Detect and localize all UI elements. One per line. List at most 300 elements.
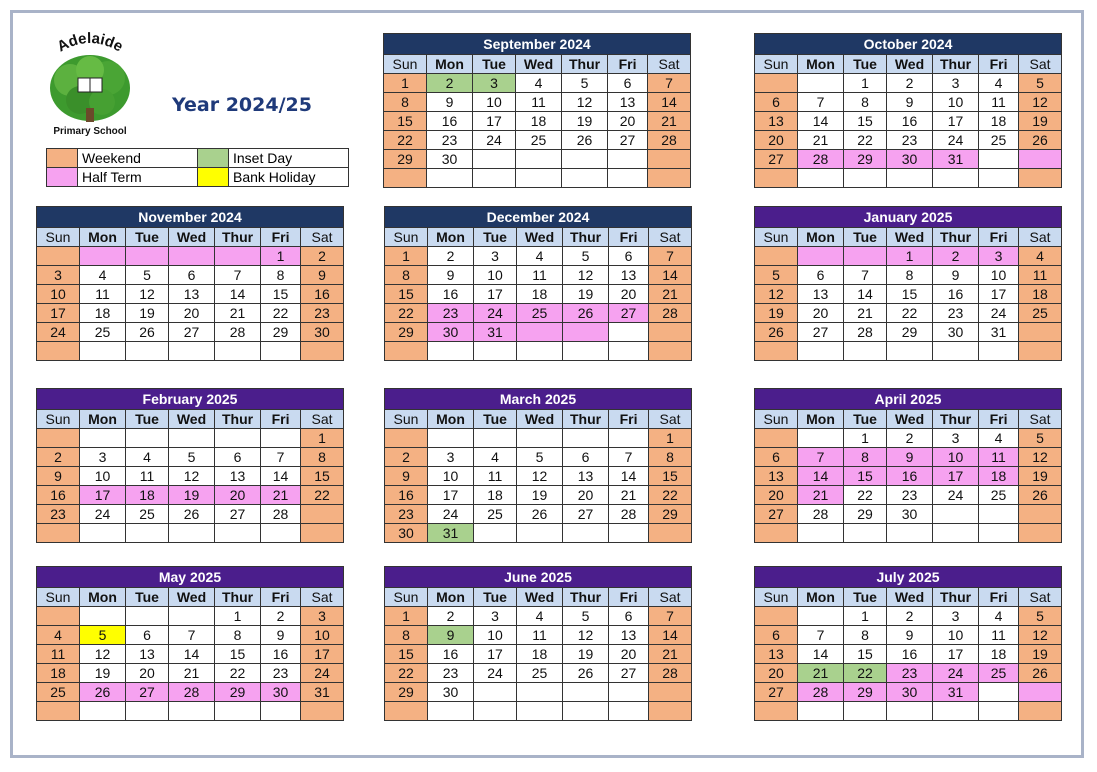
day-cell: 22 — [844, 131, 887, 150]
empty-cell — [979, 505, 1019, 524]
weekday-header: Tue — [844, 410, 887, 429]
empty-cell — [474, 429, 517, 448]
empty-cell — [516, 342, 562, 361]
empty-cell — [797, 247, 843, 266]
day-cell: 9 — [886, 626, 932, 645]
day-cell: 30 — [427, 323, 473, 342]
empty-cell — [755, 702, 798, 721]
day-cell: 3 — [37, 266, 80, 285]
day-cell: 10 — [473, 93, 516, 112]
weekday-header: Fri — [608, 55, 648, 74]
day-cell: 14 — [261, 467, 301, 486]
day-cell: 6 — [755, 448, 798, 467]
day-cell: 8 — [385, 626, 428, 645]
day-cell: 26 — [1018, 664, 1061, 683]
day-cell: 12 — [1018, 448, 1061, 467]
day-cell: 3 — [979, 247, 1019, 266]
logo-bottom-text: Primary School — [53, 126, 127, 137]
day-cell: 2 — [427, 247, 473, 266]
day-cell: 12 — [1018, 626, 1061, 645]
day-cell: 25 — [474, 505, 517, 524]
day-cell: 8 — [261, 266, 301, 285]
weekday-header: Sat — [648, 410, 691, 429]
empty-cell — [797, 607, 843, 626]
empty-cell — [979, 150, 1019, 169]
day-cell: 13 — [609, 266, 649, 285]
day-cell: 12 — [79, 645, 125, 664]
empty-cell — [385, 429, 428, 448]
day-cell: 22 — [844, 486, 887, 505]
weekday-header: Sat — [1018, 410, 1061, 429]
day-cell: 1 — [648, 429, 691, 448]
empty-cell — [168, 524, 214, 543]
day-cell: 24 — [474, 664, 517, 683]
day-cell: 14 — [797, 645, 843, 664]
day-cell: 27 — [168, 323, 214, 342]
weekday-header: Tue — [844, 228, 887, 247]
day-cell: 19 — [562, 112, 608, 131]
day-cell: 26 — [168, 505, 214, 524]
day-cell: 20 — [609, 645, 649, 664]
empty-cell — [516, 323, 562, 342]
day-cell: 9 — [886, 448, 932, 467]
month-calendar — [383, 33, 691, 188]
empty-cell — [1018, 169, 1061, 188]
day-cell: 28 — [844, 323, 887, 342]
day-cell: 31 — [979, 323, 1019, 342]
day-cell: 25 — [79, 323, 125, 342]
weekday-header: Sun — [385, 228, 428, 247]
day-cell: 12 — [562, 93, 608, 112]
day-cell: 10 — [933, 93, 979, 112]
day-cell: 20 — [755, 664, 798, 683]
day-cell: 15 — [648, 467, 691, 486]
weekday-header: Sun — [37, 228, 80, 247]
legend-label-weekend: Weekend — [78, 149, 198, 168]
day-cell: 17 — [474, 285, 517, 304]
day-cell: 26 — [1018, 131, 1061, 150]
day-cell: 4 — [474, 448, 517, 467]
empty-cell — [844, 524, 887, 543]
weekday-header: Sun — [755, 410, 798, 429]
empty-cell — [168, 607, 214, 626]
month-calendar — [384, 388, 692, 543]
month-calendar — [384, 566, 692, 721]
day-cell: 7 — [647, 74, 690, 93]
weekday-header: Wed — [886, 410, 932, 429]
day-cell: 24 — [474, 304, 517, 323]
day-cell: 14 — [215, 285, 261, 304]
day-cell: 14 — [797, 112, 843, 131]
day-cell: 16 — [300, 285, 343, 304]
empty-cell — [37, 702, 80, 721]
day-cell: 3 — [933, 74, 979, 93]
day-cell: 23 — [427, 664, 473, 683]
day-cell: 6 — [126, 626, 169, 645]
day-cell: 27 — [563, 505, 609, 524]
weekday-header: Tue — [474, 410, 517, 429]
weekday-header: Sat — [300, 410, 343, 429]
empty-cell — [886, 524, 932, 543]
empty-cell — [300, 342, 343, 361]
legend-label-half-term: Half Term — [78, 168, 198, 187]
day-cell: 17 — [37, 304, 80, 323]
month-title: July 2025 — [754, 566, 1062, 587]
empty-cell — [563, 342, 609, 361]
weekday-header: Mon — [797, 410, 843, 429]
day-cell: 23 — [426, 131, 472, 150]
weekday-header: Tue — [844, 588, 887, 607]
empty-cell — [648, 323, 691, 342]
empty-cell — [647, 169, 690, 188]
day-cell: 10 — [933, 448, 979, 467]
legend-label-inset-day: Inset Day — [229, 149, 349, 168]
empty-cell — [215, 702, 261, 721]
day-cell: 16 — [886, 645, 932, 664]
weekday-header: Sat — [648, 228, 691, 247]
day-cell: 16 — [261, 645, 301, 664]
day-cell: 16 — [37, 486, 80, 505]
day-cell: 13 — [755, 645, 798, 664]
day-cell: 2 — [933, 247, 979, 266]
day-cell: 22 — [844, 664, 887, 683]
day-cell: 15 — [844, 645, 887, 664]
day-cell: 23 — [886, 486, 932, 505]
day-cell: 13 — [126, 645, 169, 664]
day-cell: 28 — [261, 505, 301, 524]
day-cell: 22 — [261, 304, 301, 323]
empty-cell — [168, 342, 214, 361]
empty-cell — [755, 429, 798, 448]
weekday-header: Wed — [886, 588, 932, 607]
day-cell: 1 — [261, 247, 301, 266]
day-cell: 24 — [933, 664, 979, 683]
empty-cell — [300, 505, 343, 524]
empty-cell — [648, 702, 691, 721]
day-cell: 10 — [427, 467, 473, 486]
empty-cell — [563, 683, 609, 702]
empty-cell — [261, 429, 301, 448]
day-cell: 11 — [126, 467, 169, 486]
empty-cell — [37, 429, 80, 448]
day-cell: 7 — [261, 448, 301, 467]
month-title: June 2025 — [384, 566, 692, 587]
empty-cell — [126, 702, 169, 721]
day-cell: 29 — [886, 323, 932, 342]
day-cell: 31 — [933, 150, 979, 169]
day-cell: 14 — [797, 467, 843, 486]
weekday-header: Sun — [37, 410, 80, 429]
day-cell: 17 — [79, 486, 125, 505]
day-cell: 3 — [79, 448, 125, 467]
weekday-header: Tue — [474, 588, 517, 607]
day-cell: 1 — [385, 247, 428, 266]
day-cell: 5 — [563, 247, 609, 266]
day-cell: 25 — [979, 131, 1019, 150]
day-cell: 10 — [300, 626, 343, 645]
day-cell: 4 — [516, 247, 562, 266]
empty-cell — [844, 702, 887, 721]
day-cell: 16 — [886, 112, 932, 131]
empty-cell — [79, 342, 125, 361]
day-cell: 30 — [385, 524, 428, 543]
empty-cell — [933, 505, 979, 524]
empty-cell — [385, 342, 428, 361]
weekday-header: Thur — [215, 410, 261, 429]
day-cell: 13 — [563, 467, 609, 486]
day-cell: 24 — [933, 486, 979, 505]
weekday-header: Mon — [797, 588, 843, 607]
legend — [46, 148, 349, 187]
day-cell: 19 — [168, 486, 214, 505]
day-cell: 5 — [1018, 429, 1061, 448]
empty-cell — [886, 702, 932, 721]
day-cell: 7 — [215, 266, 261, 285]
day-cell: 6 — [168, 266, 214, 285]
day-cell: 6 — [797, 266, 843, 285]
day-cell: 29 — [261, 323, 301, 342]
month-calendar — [754, 566, 1062, 721]
empty-cell — [427, 342, 473, 361]
day-cell: 13 — [215, 467, 261, 486]
day-cell: 13 — [609, 626, 649, 645]
day-cell: 31 — [300, 683, 343, 702]
month-title: January 2025 — [754, 206, 1062, 227]
day-cell: 19 — [516, 486, 562, 505]
day-cell: 17 — [300, 645, 343, 664]
day-cell: 22 — [215, 664, 261, 683]
weekday-header: Thur — [563, 228, 609, 247]
day-cell: 29 — [844, 683, 887, 702]
weekday-header: Sun — [37, 588, 80, 607]
day-cell: 27 — [755, 505, 798, 524]
day-cell: 29 — [384, 150, 427, 169]
day-cell: 24 — [37, 323, 80, 342]
day-cell: 15 — [215, 645, 261, 664]
day-cell: 1 — [384, 74, 427, 93]
day-cell: 20 — [609, 285, 649, 304]
empty-cell — [933, 702, 979, 721]
weekday-header: Sun — [385, 410, 428, 429]
weekday-header: Tue — [126, 588, 169, 607]
weekday-header: Thur — [215, 228, 261, 247]
day-cell: 18 — [979, 112, 1019, 131]
weekday-header: Mon — [797, 55, 843, 74]
month-calendar — [36, 388, 344, 543]
empty-cell — [37, 524, 80, 543]
day-cell: 5 — [1018, 74, 1061, 93]
empty-cell — [516, 702, 562, 721]
day-cell: 7 — [648, 607, 691, 626]
day-cell: 6 — [608, 74, 648, 93]
day-cell: 14 — [844, 285, 887, 304]
day-cell: 8 — [385, 266, 428, 285]
day-cell: 4 — [79, 266, 125, 285]
empty-cell — [609, 524, 649, 543]
weekday-header: Thur — [933, 228, 979, 247]
day-cell: 8 — [300, 448, 343, 467]
day-cell: 8 — [886, 266, 932, 285]
day-cell: 18 — [474, 486, 517, 505]
day-cell: 28 — [647, 131, 690, 150]
day-cell: 12 — [1018, 93, 1061, 112]
day-cell: 9 — [933, 266, 979, 285]
weekday-header: Fri — [979, 588, 1019, 607]
empty-cell — [474, 342, 517, 361]
empty-cell — [979, 702, 1019, 721]
day-cell: 21 — [648, 285, 691, 304]
empty-cell — [562, 169, 608, 188]
day-cell: 15 — [886, 285, 932, 304]
day-cell: 10 — [933, 626, 979, 645]
empty-cell — [1018, 702, 1061, 721]
empty-cell — [261, 342, 301, 361]
day-cell: 10 — [474, 266, 517, 285]
weekday-header: Wed — [516, 228, 562, 247]
month-calendar — [754, 206, 1062, 361]
day-cell: 6 — [609, 607, 649, 626]
day-cell: 26 — [562, 131, 608, 150]
day-cell: 15 — [300, 467, 343, 486]
day-cell: 4 — [37, 626, 80, 645]
weekday-header: Wed — [168, 410, 214, 429]
weekday-header: Tue — [474, 228, 517, 247]
logo-top-text: Adelaide — [54, 30, 126, 56]
day-cell: 19 — [755, 304, 798, 323]
day-cell: 6 — [563, 448, 609, 467]
empty-cell — [648, 342, 691, 361]
empty-cell — [797, 169, 843, 188]
day-cell: 8 — [844, 448, 887, 467]
day-cell: 24 — [427, 505, 473, 524]
empty-cell — [516, 524, 562, 543]
empty-cell — [979, 169, 1019, 188]
weekday-header: Thur — [933, 588, 979, 607]
day-cell: 31 — [474, 323, 517, 342]
weekday-header: Thur — [563, 588, 609, 607]
weekday-header: Tue — [126, 410, 169, 429]
day-cell: 12 — [516, 467, 562, 486]
day-cell: 23 — [37, 505, 80, 524]
empty-cell — [797, 524, 843, 543]
day-cell: 29 — [385, 683, 428, 702]
day-cell: 25 — [516, 664, 562, 683]
empty-cell — [37, 607, 80, 626]
day-cell: 26 — [126, 323, 169, 342]
day-cell: 11 — [515, 93, 561, 112]
weekday-header: Sat — [1018, 588, 1061, 607]
day-cell: 2 — [300, 247, 343, 266]
day-cell: 10 — [37, 285, 80, 304]
weekday-header: Fri — [261, 410, 301, 429]
day-cell: 5 — [516, 448, 562, 467]
month-title: May 2025 — [36, 566, 344, 587]
day-cell: 5 — [168, 448, 214, 467]
day-cell: 27 — [755, 683, 798, 702]
day-cell: 27 — [797, 323, 843, 342]
empty-cell — [755, 247, 798, 266]
day-cell: 30 — [300, 323, 343, 342]
day-cell: 19 — [1018, 112, 1061, 131]
day-cell: 14 — [648, 266, 691, 285]
empty-cell — [515, 150, 561, 169]
day-cell: 5 — [126, 266, 169, 285]
day-cell: 6 — [755, 93, 798, 112]
day-cell: 9 — [37, 467, 80, 486]
empty-cell — [516, 429, 562, 448]
empty-cell — [755, 342, 798, 361]
day-cell: 21 — [647, 112, 690, 131]
weekday-header: Sun — [755, 55, 798, 74]
weekday-header: Mon — [427, 588, 473, 607]
day-cell: 22 — [300, 486, 343, 505]
month-calendar — [36, 566, 344, 721]
svg-text:Adelaide — [54, 30, 125, 55]
day-cell: 3 — [474, 607, 517, 626]
empty-cell — [126, 429, 169, 448]
day-cell: 18 — [516, 645, 562, 664]
day-cell: 25 — [126, 505, 169, 524]
day-cell: 15 — [384, 112, 427, 131]
weekday-header: Sat — [300, 228, 343, 247]
day-cell: 2 — [261, 607, 301, 626]
empty-cell — [384, 169, 427, 188]
month-title: April 2025 — [754, 388, 1062, 409]
empty-cell — [215, 524, 261, 543]
weekday-header: Fri — [261, 228, 301, 247]
day-cell: 31 — [933, 683, 979, 702]
day-cell: 20 — [126, 664, 169, 683]
day-cell: 21 — [797, 131, 843, 150]
day-cell: 27 — [609, 304, 649, 323]
day-cell: 7 — [168, 626, 214, 645]
empty-cell — [647, 150, 690, 169]
empty-cell — [608, 169, 648, 188]
empty-cell — [261, 524, 301, 543]
empty-cell — [1018, 683, 1061, 702]
day-cell: 21 — [844, 304, 887, 323]
day-cell: 22 — [385, 664, 428, 683]
day-cell: 30 — [886, 150, 932, 169]
day-cell: 5 — [755, 266, 798, 285]
empty-cell — [426, 169, 472, 188]
empty-cell — [609, 683, 649, 702]
day-cell: 1 — [300, 429, 343, 448]
day-cell: 1 — [844, 74, 887, 93]
day-cell: 20 — [608, 112, 648, 131]
weekday-header: Sun — [385, 588, 428, 607]
empty-cell — [516, 683, 562, 702]
weekday-header: Thur — [562, 55, 608, 74]
day-cell: 4 — [1018, 247, 1061, 266]
day-cell: 28 — [797, 150, 843, 169]
empty-cell — [886, 169, 932, 188]
day-cell: 23 — [261, 664, 301, 683]
weekday-header: Wed — [516, 410, 562, 429]
day-cell: 30 — [426, 150, 472, 169]
empty-cell — [979, 683, 1019, 702]
weekday-header: Sun — [384, 55, 427, 74]
day-cell: 23 — [886, 664, 932, 683]
day-cell: 21 — [215, 304, 261, 323]
empty-cell — [797, 429, 843, 448]
day-cell: 19 — [563, 285, 609, 304]
day-cell: 19 — [1018, 467, 1061, 486]
day-cell: 3 — [933, 607, 979, 626]
day-cell: 15 — [844, 112, 887, 131]
day-cell: 13 — [168, 285, 214, 304]
day-cell: 9 — [300, 266, 343, 285]
